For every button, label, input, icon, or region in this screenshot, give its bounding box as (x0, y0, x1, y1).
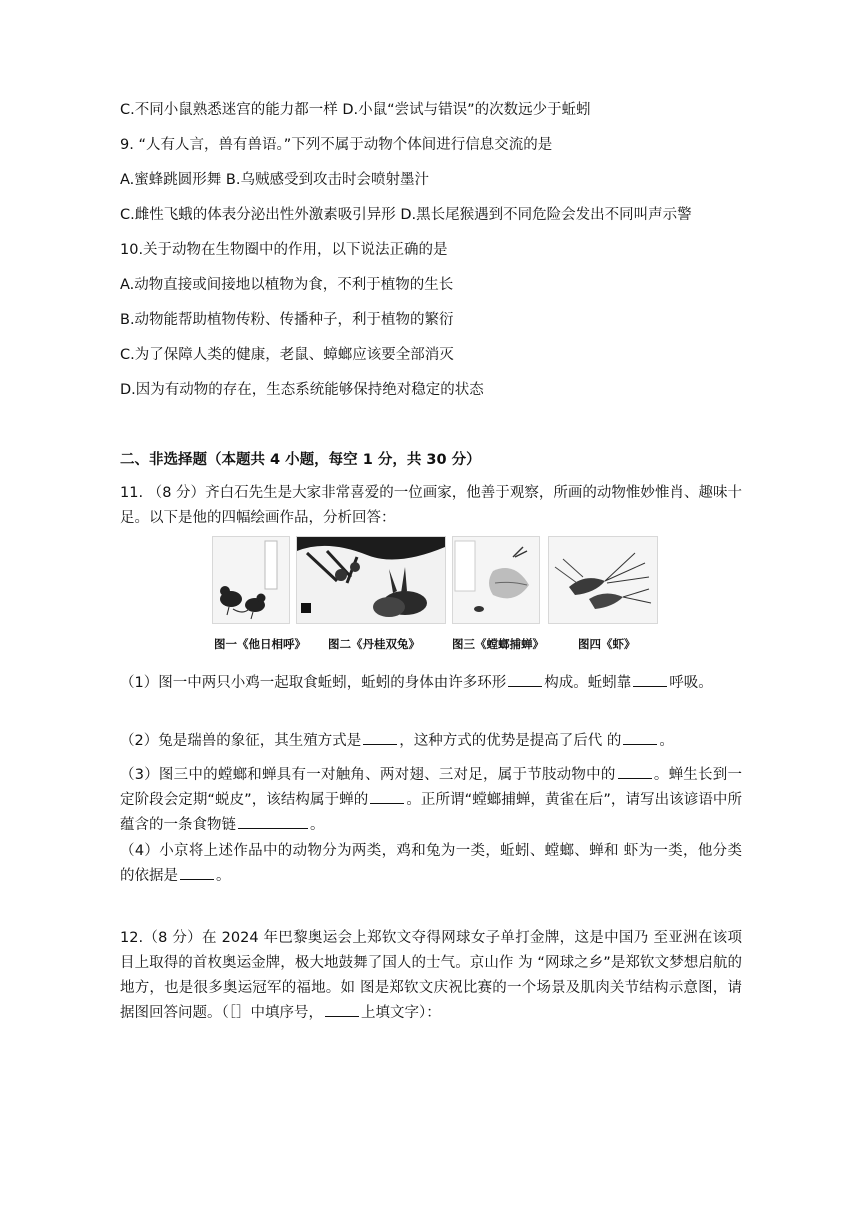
figure-1-painting (212, 536, 290, 624)
chicks-painting-image (213, 537, 289, 623)
q9-stem: 9. “人有人言，兽有兽语。”下列不属于动物个体间进行信息交流的是 (120, 137, 553, 153)
q8-option-cd: C.不同小鼠熟悉迷宫的能力都一样 D.小鼠“尝试与错误”的次数远少于蚯蚓 (120, 102, 591, 118)
q11-part4-text-b: 。 (216, 868, 231, 884)
figure-3-painting (452, 536, 540, 624)
q11-part3-text-a: （3）图三中的螳螂和蝉具有一对触角、两对翅、三对足，属于节肢动物中的 (120, 767, 616, 783)
q12-intro-text-a: 12.（8 分）在 2024 年巴黎奥运会上郑钦文夺得网球女子单打金牌，这是中国乃 至亚洲在该项目上取得的首枚奥运金牌，极大地鼓舞了国人的士气。京山作 为 “网球之乡”是郑钦文梦想启航的地方，也是很多奥运冠军的福地。如 图是郑钦文庆祝比赛的一个场景及肌肉关节结构示意图，请据图回答问题。（［］中填序号， (120, 930, 742, 1021)
answer-blank[interactable] (508, 672, 542, 687)
q11-part1-text-c: 呼吸。 (669, 675, 713, 691)
q11-part3-text-d: 。 (310, 817, 325, 833)
painting-figures (212, 536, 656, 662)
q10-option-a: A.动物直接或间接地以植物为食，不利于植物的生长 (120, 277, 454, 293)
answer-blank[interactable] (633, 672, 667, 687)
figure-4-painting (548, 536, 658, 624)
figure-3-caption: 图三《螳螂捕蝉》 (452, 637, 544, 651)
q11-part1-text-b: 构成。蚯蚓靠 (544, 675, 632, 691)
figure-4-caption: 图四《虾》 (578, 637, 636, 651)
q10-option-b: B.动物能帮助植物传粉、传播种子，利于植物的繁衍 (120, 312, 454, 328)
shrimp-painting-image (549, 537, 657, 623)
q11-part3-text-b: 。蝉生长到一定阶段会定期“蜕皮”，该结构属于蝉的 (120, 767, 742, 808)
q11-part3 (120, 763, 742, 838)
answer-blank[interactable] (370, 789, 404, 804)
q10-option-d: D.因为有动物的存在，生态系统能够保持绝对稳定的状态 (120, 382, 484, 398)
figure-1-caption: 图一《他日相呼》 (214, 637, 306, 651)
q10-stem: 10.关于动物在生物圈中的作用，以下说法正确的是 (120, 242, 448, 258)
answer-blank[interactable] (618, 764, 652, 779)
mantis-painting-image (453, 537, 539, 623)
figure-2-caption: 图二《丹桂双兔》 (328, 637, 420, 651)
q11-part2-text-a: （2）兔是瑞兽的象征，其生殖方式是 (120, 733, 362, 749)
answer-blank[interactable] (363, 730, 397, 745)
q11-intro: 11. （8 分）齐白石先生是大家非常喜爱的一位画家，他善于观察，所画的动物惟妙惟肖、趣味十足。以下是他的四幅绘画作品，分析回答： (120, 485, 742, 526)
q11-part4-text-a: （4）小京将上述作品中的动物分为两类，鸡和兔为一类，蚯蚓、螳螂、蝉和 虾为一类，他分类的依据是 (120, 843, 742, 884)
figure-2-painting (296, 536, 446, 624)
q12-intro (120, 926, 742, 1026)
section-title: 二、非选择题（本题共 4 小题，每空 1 分，共 30 分） (120, 452, 481, 468)
answer-blank[interactable] (238, 814, 308, 829)
q11-part1 (120, 671, 742, 696)
q11-part1-text-a: （1）图一中两只小鸡一起取食蚯蚓，蚯蚓的身体由许多环形 (120, 675, 507, 691)
q11-part2-text-c: 。 (659, 733, 674, 749)
q11-part3-text-c: 。正所谓“螳螂捕蝉，黄雀在后”，请写出该谚语中所蕴含的一条食物链 (120, 792, 742, 833)
q11-part4 (120, 839, 742, 889)
q11-part2 (120, 729, 742, 754)
q9-option-cd: C.雌性飞蛾的体表分泌出性外激素吸引异形 D.黑长尾猴遇到不同危险会发出不同叫声示警 (120, 207, 692, 223)
q11-part2-text-b: ，这种方式的优势是提高了后代 的 (399, 733, 622, 749)
q12-intro-text-b: 上填文字）： (361, 1005, 441, 1021)
rabbits-painting-image (297, 537, 445, 623)
answer-blank[interactable] (623, 730, 657, 745)
q10-option-c: C.为了保障人类的健康，老鼠、蟑螂应该要全部消灭 (120, 347, 454, 363)
q9-option-ab: A.蜜蜂跳圆形舞 B.乌贼感受到攻击时会喷射墨汁 (120, 172, 429, 188)
answer-blank[interactable] (180, 865, 214, 880)
answer-blank[interactable] (325, 1002, 359, 1017)
